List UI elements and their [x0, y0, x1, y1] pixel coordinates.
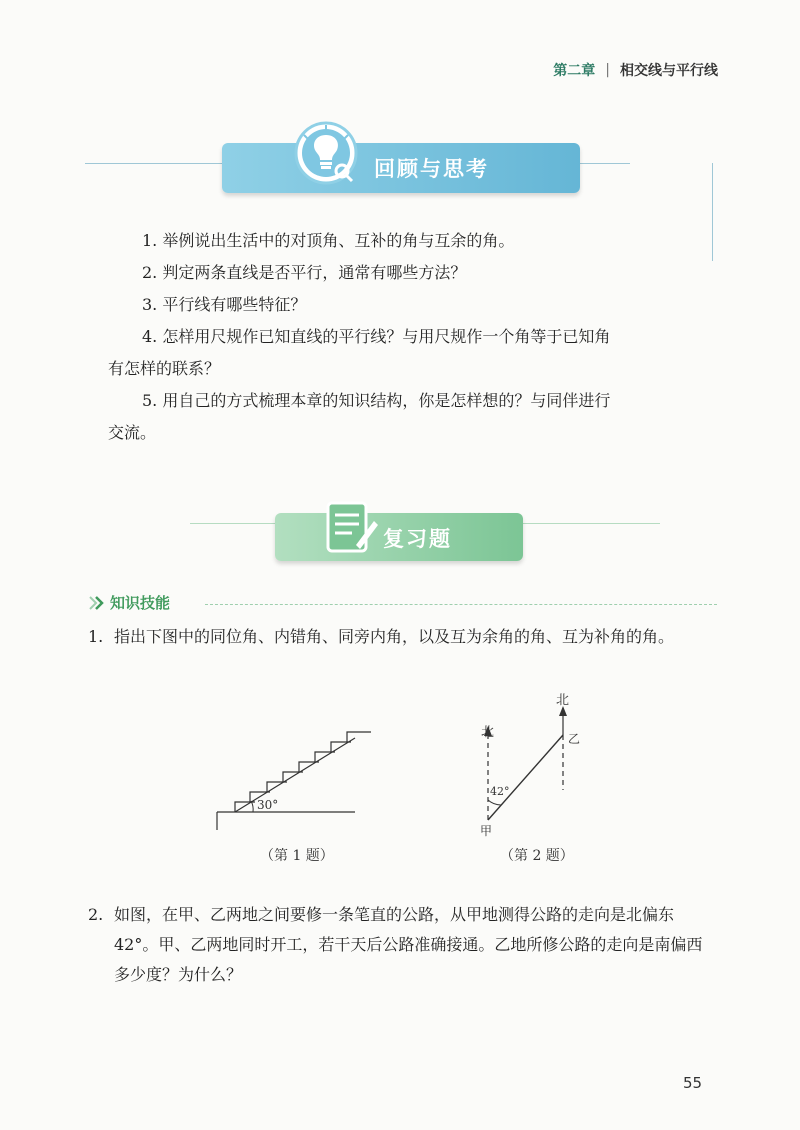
review-question: 4. 怎样用尺规作已知直线的平行线？与用尺规作一个角等于已知角 — [142, 327, 611, 346]
figure-2-caption: （第 2 题） — [500, 848, 574, 864]
chapter-title: 相交线与平行线 — [620, 63, 718, 79]
bearing-figure — [470, 690, 590, 840]
exercise-2 — [88, 900, 713, 990]
page-number: 55 — [683, 1074, 703, 1092]
section-heading-label: 知识技能 — [110, 594, 171, 612]
review-question-continued: 交流。 — [108, 423, 157, 442]
exercise-number: 1. — [88, 627, 104, 646]
exercise-text: 如图，在甲、乙两地之间要修一条笔直的公路，从甲地测得公路的走向是北偏东 42°。甲、乙两地同时开工，若干天后公路准确接通。乙地所修公路的走向是南偏西多少度？为什么？ — [114, 905, 703, 984]
review-question: 3. 平行线有哪些特征？ — [142, 295, 307, 314]
section-rule — [205, 604, 717, 605]
exercise-banner — [275, 513, 523, 561]
notepad-icon — [322, 497, 380, 557]
point-jia-label: 甲 — [480, 824, 493, 838]
chapter-label: 第二章 — [553, 63, 596, 79]
exercise-title: 复习题 — [383, 527, 452, 551]
exercise-1 — [88, 622, 713, 652]
angle-label-30: 30° — [257, 798, 279, 812]
review-question-continued: 有怎样的联系？ — [108, 359, 221, 378]
chevron-right-icon — [88, 595, 106, 611]
chapter-header — [553, 60, 718, 80]
banner-rule-vertical — [712, 163, 713, 261]
exercise-number: 2. — [88, 905, 104, 924]
review-question: 1. 举例说出生活中的对顶角、互补的角与互余的角。 — [142, 231, 515, 250]
north-label-right: 北 — [556, 693, 570, 708]
review-title: 回顾与思考 — [374, 157, 489, 181]
review-question: 5. 用自己的方式梳理本章的知识结构，你是怎样想的？与同伴进行 — [142, 391, 611, 410]
header-separator: | — [605, 62, 610, 78]
lightbulb-icon — [290, 117, 362, 189]
staircase-figure — [205, 720, 395, 835]
section-heading — [88, 592, 170, 613]
figure-1-caption: （第 1 题） — [260, 848, 334, 864]
north-label-left: 北 — [481, 725, 495, 740]
point-yi-label: 乙 — [568, 732, 581, 746]
review-question: 2. 判定两条直线是否平行，通常有哪些方法？ — [142, 263, 467, 282]
review-questions — [108, 225, 708, 449]
review-banner — [222, 143, 580, 193]
exercise-text: 指出下图中的同位角、内错角、同旁内角，以及互为余角的角、互为补角的角。 — [114, 627, 675, 646]
angle-label-42: 42° — [490, 785, 510, 798]
